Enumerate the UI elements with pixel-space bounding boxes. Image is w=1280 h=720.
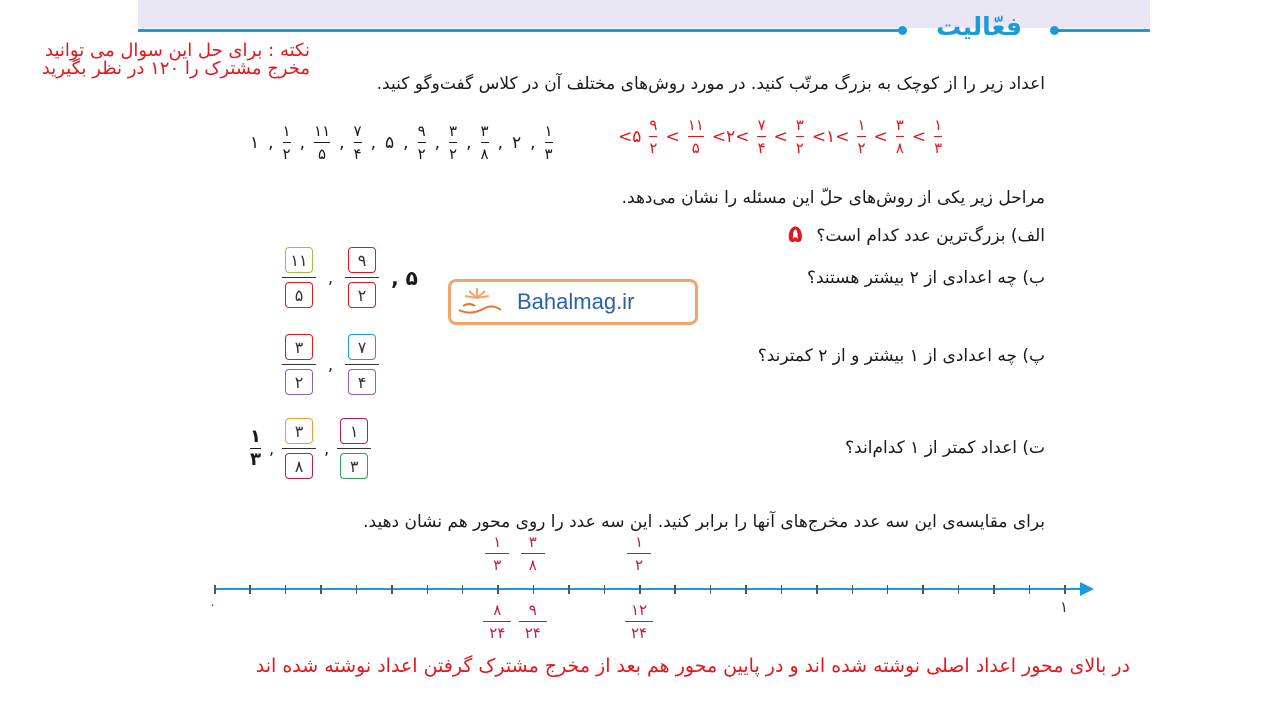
sort-operator: <	[773, 126, 788, 147]
fraction-bar	[283, 142, 291, 143]
list-comma: ,	[497, 132, 503, 153]
list-number	[545, 122, 553, 163]
list-number: ۵	[385, 132, 395, 153]
axis-start-label: ۰	[209, 598, 216, 613]
axis-tick	[391, 585, 393, 594]
sort-operator: <۱<	[811, 126, 850, 147]
number-line-top-fraction	[521, 533, 545, 574]
title-dot-right	[1050, 26, 1059, 35]
boxed-fraction	[337, 418, 371, 479]
list-comma: ,	[328, 355, 334, 374]
boxed-numerator: ۳	[285, 418, 313, 444]
boxed-numerator: ۱	[340, 418, 368, 444]
list-comma: ,	[324, 439, 330, 458]
axis-tick	[427, 585, 429, 594]
fraction-numerator: ۱۱	[687, 116, 704, 134]
fraction-bar	[282, 364, 316, 365]
title-dot-left	[898, 26, 907, 35]
boxed-fraction	[282, 418, 316, 479]
fraction-denominator: ۳	[493, 556, 502, 574]
fraction-bar	[796, 136, 804, 137]
axis-tick	[674, 585, 676, 594]
fraction-denominator: ۸	[895, 139, 904, 157]
sorted-fraction	[934, 116, 942, 157]
axis-tick	[887, 585, 889, 594]
list-number	[314, 122, 330, 163]
list-number	[283, 122, 291, 163]
answer-pe	[282, 334, 379, 395]
fraction-bar	[649, 136, 657, 137]
list-number: ۲	[511, 132, 522, 153]
axis-tick	[533, 585, 535, 594]
teacher-note: نکته : برای حل این سوال می توانید مخرج مشترک را ۱۲۰ در نظر بگیرید	[41, 40, 310, 79]
boxed-denominator: ۳	[340, 453, 368, 479]
number-line-axis	[214, 588, 1082, 590]
boxed-denominator: ۲	[348, 282, 376, 308]
fraction-numerator: ۳	[528, 533, 537, 551]
list-comma: ,	[269, 439, 275, 458]
fraction-denominator: ۲۴	[524, 624, 541, 642]
axis-tick	[781, 585, 783, 594]
watermark-logo	[448, 279, 698, 325]
list-comma: ,	[328, 268, 334, 287]
fraction-denominator: ۲	[634, 556, 644, 574]
fraction-denominator: ۳	[934, 139, 943, 157]
fraction-bar	[449, 142, 457, 143]
fraction-bar	[519, 621, 547, 622]
axis-tick	[356, 585, 358, 594]
fraction-bar	[688, 136, 704, 137]
boxed-numerator: ۱۱	[285, 247, 313, 273]
fraction-bar	[314, 142, 330, 143]
fraction-denominator: ۲	[857, 139, 866, 157]
sorted-fraction	[796, 116, 804, 157]
fraction-numerator: ۱	[634, 533, 644, 551]
boxed-fraction	[345, 247, 379, 308]
boxed-numerator: ۹	[348, 247, 376, 273]
fraction-bar	[627, 553, 651, 554]
fraction-numerator: ۳	[895, 116, 904, 134]
list-comma: ,	[339, 132, 345, 153]
boxed-numerator: ۷	[348, 334, 376, 360]
fraction-numerator: ۱	[493, 533, 502, 551]
fraction-bar	[282, 277, 316, 278]
answer-te-extra	[250, 428, 261, 469]
fraction-bar	[418, 142, 426, 143]
fraction-bar	[625, 621, 653, 622]
list-number	[449, 122, 457, 163]
fraction-numerator: ۱	[250, 426, 261, 447]
sorted-fraction	[649, 116, 657, 157]
fraction-numerator: ۱	[544, 122, 553, 140]
fraction-numerator: ۱۱	[314, 122, 331, 140]
axis-tick	[710, 585, 712, 594]
fraction-bar	[282, 448, 316, 449]
list-comma: ,	[530, 132, 536, 153]
fraction-denominator: ۴	[757, 139, 766, 157]
sort-operator: <۲<	[711, 126, 750, 147]
fraction-denominator: ۵	[691, 139, 700, 157]
numbers-list	[250, 122, 553, 163]
fraction-numerator: ۹	[417, 122, 426, 140]
compare-instruction: برای مقایسه‌ی این سه عدد مخرج‌های آنها را برابر کنید. این سه عدد را روی محور هم نشان دهید.	[363, 512, 1045, 532]
axis-tick	[1029, 585, 1031, 594]
fraction-denominator: ۲	[449, 145, 458, 163]
list-comma: ,	[299, 132, 306, 153]
boxed-fraction	[282, 247, 316, 308]
number-line-top-fraction	[627, 533, 651, 574]
fraction-numerator: ۱۲	[630, 601, 648, 619]
list-comma: ,	[268, 132, 274, 153]
fraction-bar	[345, 364, 379, 365]
instruction-text: اعداد زیر را از کوچک به بزرگ مرتّب کنید. در مورد روش‌های مختلف آن در کلاس گفت‌وگو کنید.	[376, 74, 1045, 94]
fraction-denominator: ۳	[250, 449, 261, 470]
fraction-numerator: ۹	[649, 116, 658, 134]
axis-tick	[497, 585, 499, 594]
axis-tick	[816, 585, 818, 594]
question-pe: پ) چه اعدادی از ۱ بیشتر و از ۲ کمترند؟	[757, 346, 1045, 366]
number-line-top-fraction	[485, 533, 509, 574]
axis-tick	[320, 585, 322, 594]
fraction-denominator: ۵	[318, 145, 327, 163]
fraction-numerator: ۱	[282, 122, 291, 140]
boxed-denominator: ۴	[348, 369, 376, 395]
watermark-text: Bahalmag.ir	[517, 289, 635, 314]
number-line-arrow-icon	[1080, 582, 1094, 596]
number-line-bottom-fraction	[625, 601, 653, 642]
fraction-denominator: ۸	[480, 145, 489, 163]
sort-operator: <	[911, 126, 927, 147]
question-be: ب) چه اعدادی از ۲ بیشتر هستند؟	[806, 268, 1045, 288]
fraction-bar	[521, 553, 545, 554]
fraction-bar	[896, 136, 904, 137]
fraction-denominator: ۸	[528, 556, 537, 574]
axis-tick	[958, 585, 960, 594]
fraction-denominator: ۲	[282, 145, 291, 163]
fraction-bar	[354, 142, 362, 143]
fraction-bar	[857, 136, 865, 137]
answer-te	[250, 418, 371, 479]
answer-be-extra: , ۵	[391, 265, 418, 290]
fraction-numerator: ۷	[353, 122, 362, 140]
list-number: ۱	[250, 132, 260, 153]
axis-tick	[604, 585, 606, 594]
fraction-bar	[337, 448, 371, 449]
fraction-numerator: ۳	[449, 122, 458, 140]
sort-operator: <	[873, 126, 888, 147]
fraction-bar	[345, 277, 379, 278]
sorted-fraction	[757, 116, 765, 157]
fraction-bar	[545, 142, 553, 143]
fraction-numerator: ۹	[528, 601, 537, 619]
answer-alef: ۵	[788, 220, 803, 248]
number-line-bottom-fraction	[483, 601, 511, 642]
axis-tick	[1064, 585, 1066, 594]
boxed-fraction	[282, 334, 316, 395]
axis-tick	[993, 585, 995, 594]
axis-tick	[852, 585, 854, 594]
axis-tick	[462, 585, 464, 594]
boxed-fraction	[345, 334, 379, 395]
axis-tick	[745, 585, 747, 594]
fraction-denominator: ۳	[544, 145, 553, 163]
sorted-fraction	[857, 116, 865, 157]
fraction-denominator: ۲	[649, 139, 658, 157]
title-rule-right	[1055, 29, 1150, 32]
fraction-bar	[934, 136, 942, 137]
fraction-numerator: ۱	[857, 116, 866, 134]
list-comma: ,	[370, 132, 377, 153]
fraction-numerator: ۸	[493, 601, 502, 619]
question-alef: الف) بزرگ‌ترین عدد کدام است؟	[816, 226, 1045, 246]
number-line-bottom-fraction	[519, 601, 547, 642]
axis-end-label: ۱	[1060, 598, 1069, 616]
list-comma: ,	[434, 132, 441, 153]
axis-tick	[249, 585, 251, 594]
sorted-answer	[618, 116, 942, 157]
list-comma: ,	[466, 132, 472, 153]
boxed-numerator: ۳	[285, 334, 313, 360]
steps-intro: مراحل زیر یکی از روش‌های حلّ این مسئله را نشان می‌دهد.	[621, 188, 1045, 208]
fraction-denominator: ۲۴	[489, 624, 506, 642]
axis-tick	[214, 585, 216, 594]
boxed-denominator: ۵	[285, 282, 313, 308]
fraction-denominator: ۲۴	[630, 624, 648, 642]
list-comma: ,	[403, 132, 409, 153]
fraction-denominator: ۴	[353, 145, 362, 163]
fraction-bar	[483, 621, 511, 622]
fraction-numerator: ۳	[795, 116, 804, 134]
fraction-bar	[485, 553, 509, 554]
list-number	[354, 122, 362, 163]
sorted-fraction	[896, 116, 904, 157]
axis-tick	[285, 585, 287, 594]
section-title: فعّالیت	[936, 12, 1022, 41]
list-number	[418, 122, 426, 163]
boxed-denominator: ۸	[285, 453, 313, 479]
boxed-denominator: ۲	[285, 369, 313, 395]
fraction-numerator: ۷	[757, 116, 766, 134]
axis-tick	[922, 585, 924, 594]
sorted-fraction	[688, 116, 704, 157]
bottom-note: در بالای محور اعداد اصلی نوشته شده اند و در پایین محور هم بعد از مخرج مشترک گرفتن اعداد نوشته شده اند	[255, 655, 1130, 677]
axis-tick	[639, 585, 641, 594]
list-number	[481, 122, 489, 163]
question-te: ت) اعداد کمتر از ۱ کدام‌اند؟	[845, 438, 1045, 458]
axis-tick	[568, 585, 570, 594]
fraction-numerator: ۱	[934, 116, 943, 134]
fraction-bar	[757, 136, 765, 137]
title-rule-left	[138, 29, 900, 32]
answer-be	[282, 247, 418, 308]
sort-operator: <	[665, 126, 680, 147]
fraction-denominator: ۲	[795, 139, 804, 157]
sort-operator: <۵	[618, 126, 642, 147]
fraction-denominator: ۲	[417, 145, 426, 163]
fraction-bar	[481, 142, 489, 143]
fraction-numerator: ۳	[480, 122, 489, 140]
bahal-logo-icon	[451, 284, 509, 320]
